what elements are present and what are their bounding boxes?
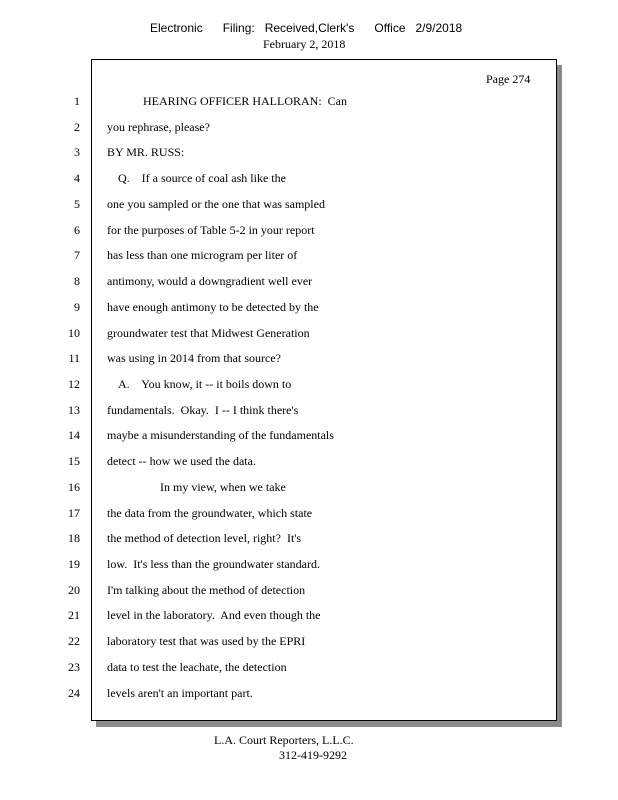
line-number: 11: [68, 351, 80, 365]
transcript-line: HEARING OFFICER HALLORAN: Can: [143, 94, 347, 108]
line-number: 21: [68, 608, 80, 622]
line-number: 14: [68, 428, 80, 442]
line-number: 10: [68, 326, 80, 340]
court-reporter-firm: L.A. Court Reporters, L.L.C.: [214, 733, 354, 747]
page-number: Page 274: [486, 72, 531, 86]
line-number: 4: [74, 171, 80, 185]
transcript-line: the method of detection level, right? It's: [107, 531, 302, 545]
transcript-line: fundamentals. Okay. I -- I think there's: [107, 403, 299, 417]
transcript-line: laboratory test that was used by the EPRI: [107, 634, 306, 648]
line-number: 5: [74, 197, 80, 211]
filing-stamp: Electronic Filing: Received,Clerk's Office 2/9/2018: [150, 21, 463, 35]
court-reporter-phone: 312-419-9292: [279, 748, 347, 762]
transcript-line: low. It's less than the groundwater standard.: [107, 557, 320, 571]
transcript-line: data to test the leachate, the detection: [107, 660, 287, 674]
line-number: 2: [74, 120, 80, 134]
line-number: 3: [74, 145, 80, 159]
transcript-line: for the purposes of Table 5-2 in your report: [107, 223, 315, 237]
line-number: 1: [74, 94, 80, 108]
transcript-line: A. You know, it -- it boils down to: [118, 377, 292, 391]
line-number: 23: [68, 660, 80, 674]
transcript-line: levels aren't an important part.: [107, 686, 253, 700]
transcript-line: maybe a misunderstanding of the fundamentals: [107, 428, 334, 442]
line-number: 8: [74, 274, 80, 288]
line-number: 13: [68, 403, 80, 417]
line-number: 15: [68, 454, 80, 468]
transcript-line: Q. If a source of coal ash like the: [118, 171, 286, 185]
filing-date: February 2, 2018: [263, 37, 346, 51]
transcript-line: has less than one microgram per liter of: [107, 248, 298, 262]
line-number: 6: [74, 223, 80, 237]
transcript-line: In my view, when we take: [160, 480, 286, 494]
transcript-line: I'm talking about the method of detection: [107, 583, 306, 597]
line-number: 18: [68, 531, 80, 545]
transcript-line: level in the laboratory. And even though the: [107, 608, 321, 622]
line-number: 9: [74, 300, 80, 314]
transcript-line: you rephrase, please?: [107, 120, 210, 134]
transcript-line: was using in 2014 from that source?: [107, 351, 281, 365]
transcript-line: the data from the groundwater, which state: [107, 506, 313, 520]
line-number: 17: [68, 506, 80, 520]
line-number: 12: [68, 377, 80, 391]
line-number: 22: [68, 634, 80, 648]
line-number: 20: [68, 583, 80, 597]
line-number: 19: [68, 557, 80, 571]
transcript-line: one you sampled or the one that was sampled: [107, 197, 325, 211]
transcript-line: BY MR. RUSS:: [107, 145, 185, 159]
line-number: 7: [74, 248, 80, 262]
transcript-line: antimony, would a downgradient well ever: [107, 274, 313, 288]
line-number: 24: [68, 686, 80, 700]
line-number: 16: [68, 480, 80, 494]
transcript-line: have enough antimony to be detected by the: [107, 300, 319, 314]
transcript-line: detect -- how we used the data.: [107, 454, 256, 468]
transcript-line: groundwater test that Midwest Generation: [107, 326, 310, 340]
